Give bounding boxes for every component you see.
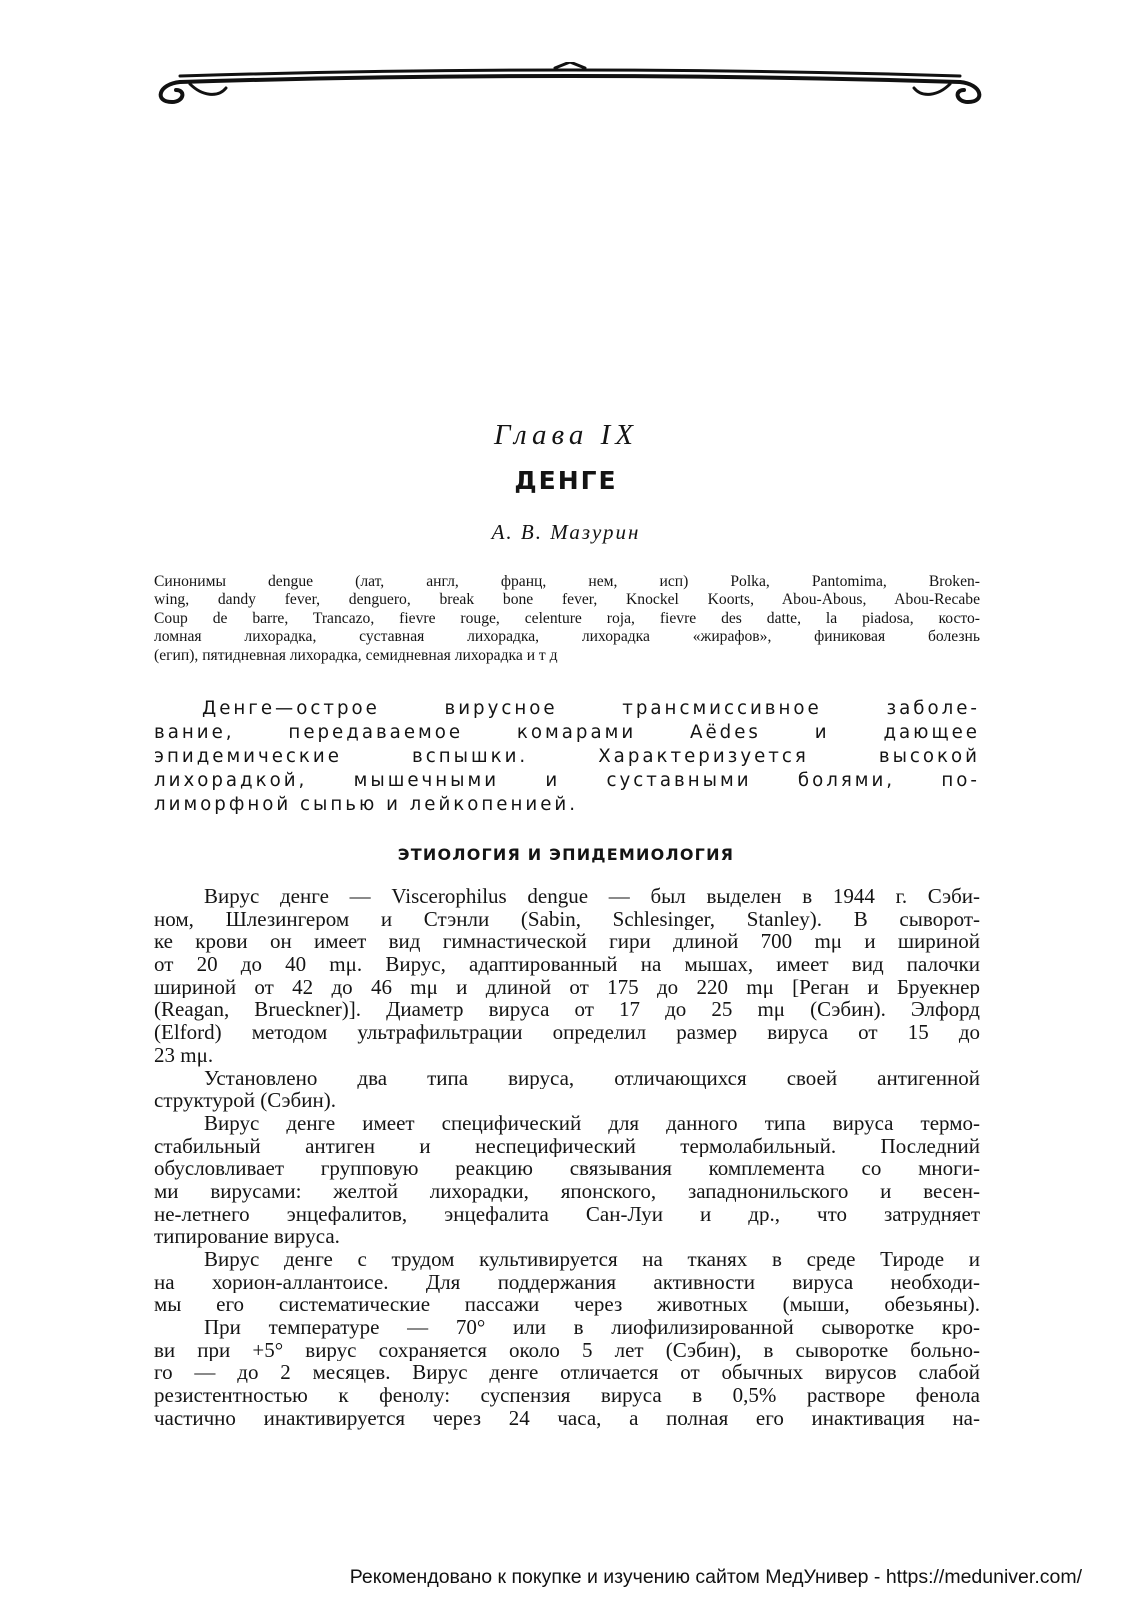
synonyms-line: (егип), пятидневная лихорадка, семидневная лихорадка и т д [154, 646, 558, 664]
definition-line: лиморфной сыпью и лейкопенией. [154, 794, 578, 815]
body-line: структурой (Сэбин). [154, 1089, 336, 1112]
footer-watermark: Рекомендовано к покупке и изучению сайтом МедУнивер - https://meduniver.com/ [349, 1566, 1082, 1588]
body-line: ви при +5° вирус сохраняется около 5 лет (Сэбин), в сыворотке больно- [154, 1338, 980, 1362]
body-line: стабильный антиген и неспецифический термолабильный. Последний [154, 1134, 980, 1158]
chapter-author: А. В. Мазурин [491, 520, 641, 544]
body-line: на хорион-аллантоисе. Для поддержания активности вируса необходи- [154, 1270, 980, 1294]
synonyms-line: Coup de barre, Trancazo, fievre rouge, celenture roja, fievre des datte, la piadosa, косто- [154, 609, 980, 627]
body-line: обусловливает групповую реакцию связывания комплемента со многи- [154, 1157, 980, 1180]
chapter-title: ДЕНГЕ [514, 466, 618, 495]
header-ornament [150, 62, 990, 108]
body-line: го — до 2 месяцев. Вирус денге отличается от обычных вирусов слабой [154, 1361, 980, 1385]
synonyms-line: wing, dandy fever, denguero, break bone fever, Knockel Koorts, Abou-Abous, Abou-Recabe [154, 591, 980, 609]
body-line: от 20 до 40 mμ. Вирус, адаптированный на мышах, имеет вид палочки [154, 953, 980, 976]
synonyms-line: Синонимы dengue (лат, англ, франц, нем, исп) Polka, Pantomima, Broken- [154, 573, 980, 590]
body-line: 23 mμ. [154, 1043, 214, 1067]
body-line: шириной от 42 до 46 mμ и длиной от 175 до 220 mμ [Реган и Бруекнер [154, 975, 980, 999]
body-line: не-летнего энцефалитов, энцефалита Сан-Луи и др., что затрудняет [154, 1202, 980, 1226]
synonyms-line: ломная лихорадка, суставная лихорадка, лихорадка «жирафов», финиковая болезнь [154, 628, 980, 646]
section-heading: ЭТИОЛОГИЯ И ЭПИДЕМИОЛОГИЯ [397, 845, 735, 864]
body-line: При температуре — 70° или в лиофилизированной сыворотке кро- [204, 1316, 980, 1339]
body-line: мы его систематические пассажи через животных (мыши, обезьяны). [154, 1293, 980, 1317]
body-line: резистентностью к фенолу: суспензия вируса в 0,5% растворе фенола [154, 1384, 980, 1407]
body-line: ном, Шлезингером и Стэнли (Sabin, Schlesinger, Stanley). В сыворот- [154, 907, 980, 931]
body-line: типирование вируса. [154, 1225, 340, 1248]
body-line: Вирус денге — Viscerophilus dengue — был выделен в 1944 г. Сэби- [204, 885, 980, 908]
synonyms-paragraph [154, 573, 980, 665]
body-line: ми вирусами: желтой лихорадки, японского, западнонильского и весен- [154, 1179, 980, 1203]
body-line: (Reagan, Brueckner)]. Диаметр вируса от 17 до 25 mμ (Сэбин). Элфорд [154, 998, 980, 1022]
body-line: частично инактивируется через 24 часа, а полная его инактивация на- [154, 1406, 980, 1430]
body-line: Установлено два типа вируса, отличающихся своей антигенной [204, 1066, 980, 1090]
body-line: ке крови он имеет вид гимнастической гири длиной 700 mμ и шириной [154, 930, 980, 954]
chapter-number: Глава IX [494, 419, 638, 451]
definition-line: лихорадкой, мышечными и суставными болями, по- [154, 770, 980, 791]
body-line: Вирус денге с трудом культивируется на тканях в среде Тироде и [204, 1248, 980, 1271]
definition-line: Денге—острое вирусное трансмиссивное заболе- [202, 698, 980, 719]
definition-paragraph [154, 697, 980, 817]
body-text [154, 885, 980, 1430]
body-line: (Elford) методом ультрафильтрации определил размер вируса от 15 до [154, 1021, 980, 1044]
definition-line: эпидемические вспышки. Характеризуется высокой [154, 746, 980, 767]
body-line: Вирус денге имеет специфический для данного типа вируса термо- [204, 1111, 980, 1135]
definition-line: вание, передаваемое комарами Aёdes и дающее [154, 722, 980, 743]
